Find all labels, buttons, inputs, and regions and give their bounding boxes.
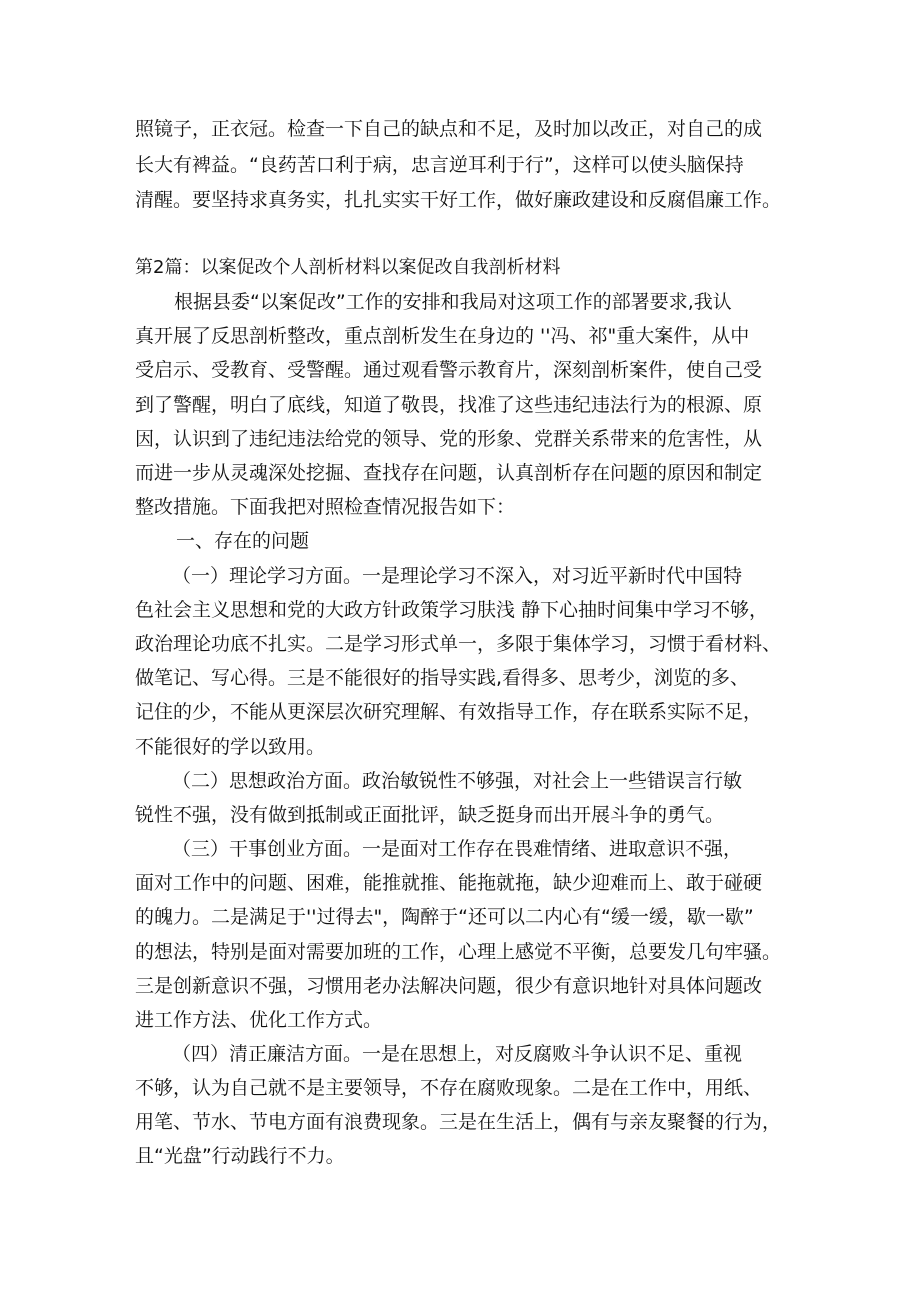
paragraph-line: 清醒。要坚持求真务实，扎扎实实干好工作，做好廉政建设和反腐倡廉工作。 <box>135 189 782 211</box>
paragraph-line: （一）理论学习方面。一是理论学习不深入，对习近平新时代中国特 <box>172 565 743 587</box>
paragraph-line: 面对工作中的问题、困难，能推就推、能拖就拖，缺少迎难而上、敢于碰硬 <box>135 872 763 894</box>
paragraph-line: 照镜子，正衣冠。检查一下自己的缺点和不足，及时加以改正，对自己的成 <box>135 118 763 140</box>
paragraph-line: （四）清正廉洁方面。一是在思想上，对反腐败斗争认识不足、重视 <box>172 1043 743 1065</box>
paragraph-line: 的魄力。二是满足于''过得去"，陶醉于“还可以二内心有“缓一缓，歇一歇” <box>135 906 754 928</box>
section-heading: 一、存在的问题 <box>176 530 310 552</box>
paragraph-line: 长大有裨益。“良药苦口利于病，忠言逆耳利于行”，这样可以使头脑保持 <box>135 154 744 176</box>
paragraph-line: 锐性不强，没有做到抵制或正面批评，缺乏挺身而出开展斗争的勇气。 <box>135 804 725 826</box>
paragraph-line: 到了警醒，明白了底线，知道了敬畏，找准了这些违纪违法行为的根源、原 <box>135 394 763 416</box>
paragraph-line: 记住的少，不能从更深层次研究理解、有效指导工作，存在联系实际不足， <box>135 701 763 723</box>
paragraph-line: （三）干事创业方面。一是面对工作存在畏难情绪、进取意识不强， <box>172 838 743 860</box>
paragraph-line: 色社会主义思想和党的大政方针政策学习肤浅 静下心抽时间集中学习不够， <box>135 599 769 621</box>
paragraph-line: 因，认识到了违纪违法给党的领导、党的形象、党群关系带来的危害性，从 <box>135 428 763 450</box>
paragraph-line: 受启示、受教育、受警醒。通过观看警示教育片，深刻剖析案件，使自己受 <box>135 359 763 381</box>
paragraph-line: 用笔、节水、节电方面有浪费现象。三是在生活上，偶有与亲友聚餐的行为， <box>135 1111 782 1133</box>
paragraph-line: 不能很好的学以致用。 <box>135 736 326 758</box>
paragraph-line: 且“光盘”行动践行不力。 <box>135 1145 345 1167</box>
paragraph-line: 整改措施。下面我把对照检查情况报告如下： <box>135 496 516 518</box>
paragraph-line: 真开展了反思剖析整改，重点剖析发生在身边的 ''冯、祁"重大案件，从中 <box>135 325 750 347</box>
paragraph-line: 而进一步从灵魂深处挖掘、查找存在问题，认真剖析存在问题的原因和制定 <box>135 462 763 484</box>
paragraph-line: 政治理论功底不扎实。二是学习形式单一，多限于集体学习，习惯于看材料、 <box>135 633 782 655</box>
paragraph-line: 根据县委“以案促改”工作的安排和我局对这项工作的部署要求,我认 <box>174 291 732 313</box>
paragraph-line: （二）思想政治方面。政治敏锐性不够强，对社会上一些错误言行敏 <box>172 770 743 792</box>
paragraph-line: 不够，认为自己就不是主要领导，不存在腐败现象。二是在工作中，用纸、 <box>135 1077 763 1099</box>
article-title: 第2篇：以案促改个人剖析材料以案促改自我剖析材料 <box>135 257 561 278</box>
paragraph-line: 做笔记、写心得。三是不能很好的指导实践,看得多、思考少，浏览的多、 <box>135 667 750 689</box>
paragraph-line: 进工作方法、优化工作方式。 <box>135 1009 383 1031</box>
paragraph-line: 三是创新意识不强，习惯用老办法解决问题，很少有意识地针对具体问题改 <box>135 975 763 997</box>
paragraph-line: 的想法，特别是面对需要加班的工作，心理上感觉不平衡，总要发几句牢骚。 <box>135 941 782 963</box>
